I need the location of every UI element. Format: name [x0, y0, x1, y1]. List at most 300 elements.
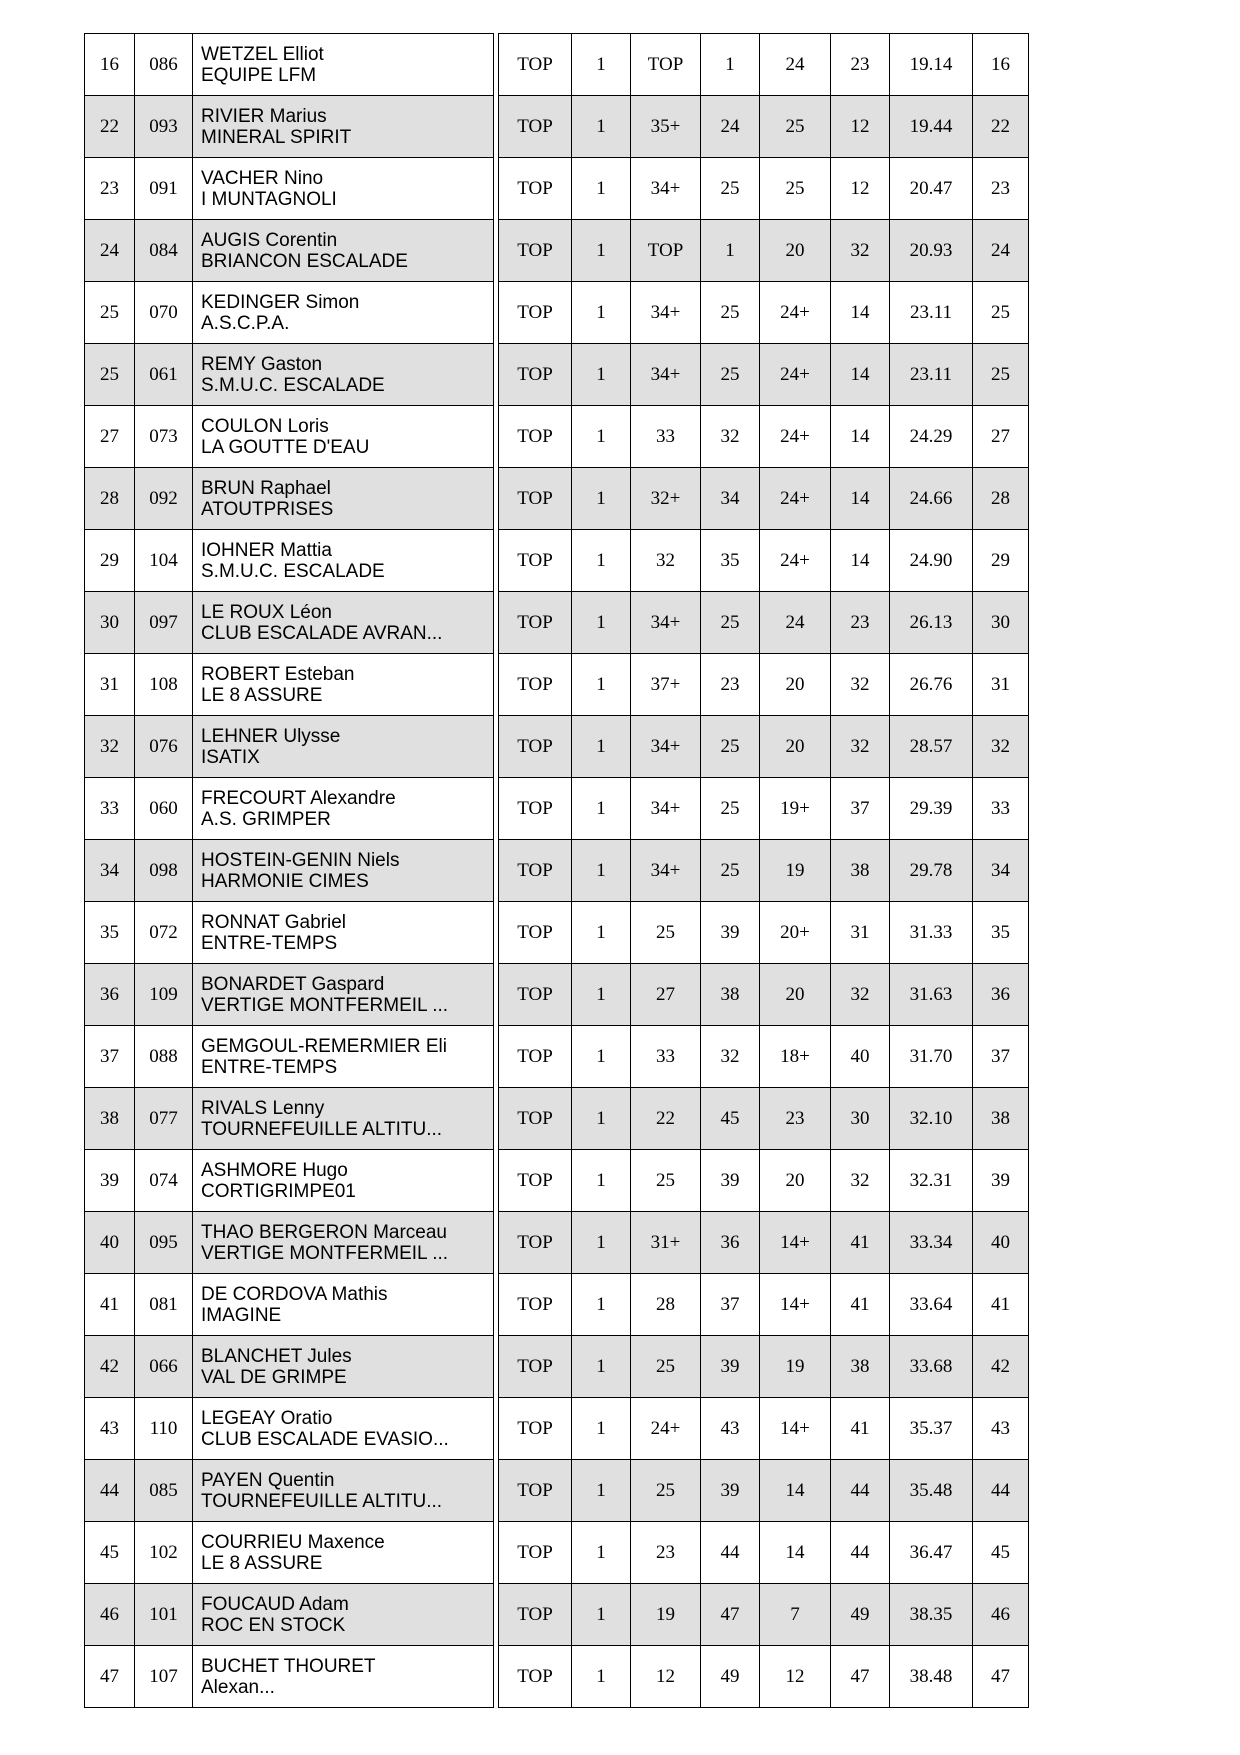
final-rank-cell: 38 [973, 1088, 1029, 1150]
route1-result: TOP [499, 1398, 572, 1460]
route2-result: TOP [631, 34, 701, 96]
club-name: A.S. GRIMPER [201, 808, 331, 830]
club-name: TOURNEFEUILLE ALTITU... [201, 1490, 443, 1512]
route2-result: 28 [631, 1274, 701, 1336]
score-row [499, 1460, 1029, 1522]
route3-rank: 32 [831, 1150, 890, 1212]
score-row [499, 282, 1029, 344]
competitor-cell [193, 778, 494, 840]
bib-cell: 088 [135, 1026, 193, 1088]
route1-rank: 1 [572, 964, 631, 1026]
route3-result: 20 [760, 654, 831, 716]
competitor-row [85, 96, 494, 158]
route2-rank: 25 [701, 778, 760, 840]
bib-cell: 085 [135, 1460, 193, 1522]
bib-cell: 110 [135, 1398, 193, 1460]
route1-result: TOP [499, 1274, 572, 1336]
rank-cell: 23 [85, 158, 135, 220]
bib-cell: 084 [135, 220, 193, 282]
route2-result: 27 [631, 964, 701, 1026]
competitor-row [85, 530, 494, 592]
route1-rank: 1 [572, 902, 631, 964]
score-row [499, 1398, 1029, 1460]
athlete-name: RIVALS Lenny [201, 1097, 325, 1119]
final-rank-cell: 32 [973, 716, 1029, 778]
club-name: LE 8 ASSURE [201, 684, 323, 706]
route1-rank: 1 [572, 1274, 631, 1336]
points-cell: 20.93 [890, 220, 973, 282]
route3-result: 7 [760, 1584, 831, 1646]
route2-result: 37+ [631, 654, 701, 716]
bib-cell: 091 [135, 158, 193, 220]
route3-result: 18+ [760, 1026, 831, 1088]
athlete-name: AUGIS Corentin [201, 229, 338, 251]
route1-rank: 1 [572, 1398, 631, 1460]
competitor-row [85, 1150, 494, 1212]
athlete-name: IOHNER Mattia [201, 539, 332, 561]
rank-cell: 22 [85, 96, 135, 158]
competitor-cell [193, 220, 494, 282]
score-row [499, 1026, 1029, 1088]
points-cell: 31.63 [890, 964, 973, 1026]
rank-cell: 41 [85, 1274, 135, 1336]
route3-result: 20 [760, 716, 831, 778]
route1-rank: 1 [572, 1522, 631, 1584]
route2-rank: 39 [701, 902, 760, 964]
route2-result: 32+ [631, 468, 701, 530]
route1-rank: 1 [572, 654, 631, 716]
score-row [499, 96, 1029, 158]
competitor-cell [193, 344, 494, 406]
competitor-cell [193, 902, 494, 964]
route3-result: 14+ [760, 1398, 831, 1460]
score-row [499, 468, 1029, 530]
rank-cell: 28 [85, 468, 135, 530]
athlete-name: BONARDET Gaspard [201, 973, 385, 995]
route3-rank: 41 [831, 1212, 890, 1274]
route2-rank: 45 [701, 1088, 760, 1150]
club-name: LA GOUTTE D'EAU [201, 436, 370, 458]
competitor-row [85, 1584, 494, 1646]
points-cell: 32.31 [890, 1150, 973, 1212]
route3-rank: 14 [831, 344, 890, 406]
route2-rank: 25 [701, 716, 760, 778]
route2-result: 19 [631, 1584, 701, 1646]
athlete-name: THAO BERGERON Marceau [201, 1221, 447, 1243]
route1-result: TOP [499, 96, 572, 158]
final-rank-cell: 39 [973, 1150, 1029, 1212]
bib-cell: 101 [135, 1584, 193, 1646]
competitor-row [85, 1212, 494, 1274]
athlete-name: FOUCAUD Adam [201, 1593, 349, 1615]
rank-cell: 27 [85, 406, 135, 468]
final-rank-cell: 24 [973, 220, 1029, 282]
route1-rank: 1 [572, 716, 631, 778]
route3-rank: 23 [831, 34, 890, 96]
route2-rank: 47 [701, 1584, 760, 1646]
final-rank-cell: 35 [973, 902, 1029, 964]
competitor-cell [193, 964, 494, 1026]
route1-rank: 1 [572, 840, 631, 902]
route2-result: 35+ [631, 96, 701, 158]
route3-rank: 31 [831, 902, 890, 964]
route2-result: 25 [631, 1336, 701, 1398]
route1-rank: 1 [572, 1336, 631, 1398]
competitor-row [85, 1088, 494, 1150]
route2-rank: 35 [701, 530, 760, 592]
route3-result: 24+ [760, 282, 831, 344]
bib-cell: 072 [135, 902, 193, 964]
competitor-cell [193, 716, 494, 778]
route3-rank: 44 [831, 1522, 890, 1584]
route1-rank: 1 [572, 96, 631, 158]
bib-cell: 074 [135, 1150, 193, 1212]
athlete-name: BLANCHET Jules [201, 1345, 352, 1367]
route2-result: 33 [631, 406, 701, 468]
route1-rank: 1 [572, 282, 631, 344]
route3-result: 24 [760, 34, 831, 96]
club-name: ENTRE-TEMPS [201, 1056, 338, 1078]
rank-cell: 31 [85, 654, 135, 716]
competitor-row [85, 654, 494, 716]
competitor-cell [193, 282, 494, 344]
points-cell: 19.14 [890, 34, 973, 96]
route3-result: 20 [760, 1150, 831, 1212]
final-rank-cell: 41 [973, 1274, 1029, 1336]
bib-cell: 097 [135, 592, 193, 654]
route2-rank: 32 [701, 406, 760, 468]
club-name: ISATIX [201, 746, 260, 768]
score-row [499, 158, 1029, 220]
competitor-cell [193, 34, 494, 96]
competitor-cell [193, 1026, 494, 1088]
points-cell: 24.66 [890, 468, 973, 530]
club-name: BRIANCON ESCALADE [201, 250, 408, 272]
route1-rank: 1 [572, 1026, 631, 1088]
route3-result: 25 [760, 96, 831, 158]
bib-cell: 061 [135, 344, 193, 406]
rank-cell: 16 [85, 34, 135, 96]
route2-result: 32 [631, 530, 701, 592]
route1-result: TOP [499, 34, 572, 96]
route1-result: TOP [499, 1336, 572, 1398]
score-row [499, 840, 1029, 902]
route1-rank: 1 [572, 468, 631, 530]
final-rank-cell: 40 [973, 1212, 1029, 1274]
route2-result: 25 [631, 1460, 701, 1522]
competitor-cell [193, 1646, 494, 1708]
competitor-row [85, 1336, 494, 1398]
competitor-cell [193, 1522, 494, 1584]
score-row [499, 406, 1029, 468]
route3-rank: 30 [831, 1088, 890, 1150]
points-cell: 33.34 [890, 1212, 973, 1274]
route2-result: TOP [631, 220, 701, 282]
route2-result: 12 [631, 1646, 701, 1708]
route2-result: 31+ [631, 1212, 701, 1274]
competitor-cell [193, 1150, 494, 1212]
points-cell: 35.37 [890, 1398, 973, 1460]
route2-result: 34+ [631, 282, 701, 344]
competitor-row [85, 1646, 494, 1708]
athlete-name: KEDINGER Simon [201, 291, 360, 313]
score-row [499, 902, 1029, 964]
route3-rank: 14 [831, 530, 890, 592]
points-cell: 32.10 [890, 1088, 973, 1150]
route1-result: TOP [499, 1026, 572, 1088]
route3-rank: 32 [831, 654, 890, 716]
route1-rank: 1 [572, 1212, 631, 1274]
rank-cell: 25 [85, 344, 135, 406]
bib-cell: 081 [135, 1274, 193, 1336]
final-rank-cell: 22 [973, 96, 1029, 158]
club-name: ENTRE-TEMPS [201, 932, 338, 954]
competitor-row [85, 34, 494, 96]
route1-rank: 1 [572, 1460, 631, 1522]
route3-rank: 38 [831, 1336, 890, 1398]
route1-rank: 1 [572, 778, 631, 840]
score-row [499, 34, 1029, 96]
route1-rank: 1 [572, 592, 631, 654]
route3-result: 24+ [760, 530, 831, 592]
route2-rank: 25 [701, 840, 760, 902]
rank-cell: 38 [85, 1088, 135, 1150]
bib-cell: 102 [135, 1522, 193, 1584]
bib-cell: 104 [135, 530, 193, 592]
route3-result: 14 [760, 1522, 831, 1584]
competitor-cell [193, 592, 494, 654]
route3-rank: 12 [831, 158, 890, 220]
rank-cell: 46 [85, 1584, 135, 1646]
final-rank-cell: 43 [973, 1398, 1029, 1460]
competitor-cell [193, 1460, 494, 1522]
route3-result: 20+ [760, 902, 831, 964]
route1-result: TOP [499, 282, 572, 344]
athlete-name: PAYEN Quentin [201, 1469, 335, 1491]
club-name: TOURNEFEUILLE ALTITU... [201, 1118, 443, 1140]
route2-result: 22 [631, 1088, 701, 1150]
score-row [499, 1150, 1029, 1212]
route3-result: 19+ [760, 778, 831, 840]
competitor-row [85, 778, 494, 840]
competitor-cell [193, 468, 494, 530]
points-cell: 29.39 [890, 778, 973, 840]
competitor-cell [193, 1336, 494, 1398]
route2-result: 25 [631, 1150, 701, 1212]
score-row [499, 654, 1029, 716]
final-rank-cell: 27 [973, 406, 1029, 468]
club-name: VERTIGE MONTFERMEIL ... [201, 1242, 449, 1264]
route2-rank: 37 [701, 1274, 760, 1336]
score-row [499, 1274, 1029, 1336]
club-name: S.M.U.C. ESCALADE [201, 374, 385, 396]
final-rank-cell: 16 [973, 34, 1029, 96]
route2-rank: 25 [701, 158, 760, 220]
competitor-row [85, 1460, 494, 1522]
route1-result: TOP [499, 344, 572, 406]
score-row [499, 592, 1029, 654]
points-cell: 23.11 [890, 282, 973, 344]
route1-rank: 1 [572, 220, 631, 282]
route2-rank: 44 [701, 1522, 760, 1584]
competitor-row [85, 406, 494, 468]
final-rank-cell: 36 [973, 964, 1029, 1026]
bib-cell: 109 [135, 964, 193, 1026]
route2-rank: 39 [701, 1336, 760, 1398]
competitor-row [85, 1522, 494, 1584]
route2-rank: 38 [701, 964, 760, 1026]
club-name: ROC EN STOCK [201, 1614, 346, 1636]
final-rank-cell: 33 [973, 778, 1029, 840]
route3-rank: 41 [831, 1398, 890, 1460]
route1-rank: 1 [572, 34, 631, 96]
points-cell: 24.90 [890, 530, 973, 592]
competitor-cell [193, 654, 494, 716]
route2-result: 34+ [631, 778, 701, 840]
club-name: IMAGINE [201, 1304, 282, 1326]
rank-cell: 34 [85, 840, 135, 902]
competitor-row [85, 840, 494, 902]
route1-result: TOP [499, 158, 572, 220]
route2-result: 34+ [631, 716, 701, 778]
route1-rank: 1 [572, 1584, 631, 1646]
points-cell: 38.35 [890, 1584, 973, 1646]
athlete-name: LEGEAY Oratio [201, 1407, 333, 1429]
athlete-name: RIVIER Marius [201, 105, 327, 127]
bib-cell: 070 [135, 282, 193, 344]
club-name: I MUNTAGNOLI [201, 188, 337, 210]
route1-rank: 1 [572, 530, 631, 592]
score-row [499, 344, 1029, 406]
route2-rank: 39 [701, 1150, 760, 1212]
bib-cell: 073 [135, 406, 193, 468]
route1-rank: 1 [572, 406, 631, 468]
competitor-cell [193, 1088, 494, 1150]
bib-cell: 107 [135, 1646, 193, 1708]
score-row [499, 964, 1029, 1026]
route3-rank: 14 [831, 406, 890, 468]
score-row [499, 778, 1029, 840]
final-rank-cell: 23 [973, 158, 1029, 220]
final-rank-cell: 29 [973, 530, 1029, 592]
athlete-name: DE CORDOVA Mathis [201, 1283, 388, 1305]
route3-result: 14+ [760, 1274, 831, 1336]
route1-result: TOP [499, 716, 572, 778]
rank-cell: 39 [85, 1150, 135, 1212]
competitor-cell [193, 1212, 494, 1274]
final-rank-cell: 30 [973, 592, 1029, 654]
rank-cell: 44 [85, 1460, 135, 1522]
route1-result: TOP [499, 1088, 572, 1150]
route2-rank: 39 [701, 1460, 760, 1522]
club-name: MINERAL SPIRIT [201, 126, 352, 148]
route3-result: 19 [760, 1336, 831, 1398]
final-rank-cell: 47 [973, 1646, 1029, 1708]
route1-result: TOP [499, 1584, 572, 1646]
rank-cell: 47 [85, 1646, 135, 1708]
route2-rank: 34 [701, 468, 760, 530]
rank-cell: 24 [85, 220, 135, 282]
athlete-name: COULON Loris [201, 415, 329, 437]
competitor-cell [193, 96, 494, 158]
competitor-cell [193, 406, 494, 468]
route1-result: TOP [499, 964, 572, 1026]
competitor-row [85, 592, 494, 654]
route3-rank: 49 [831, 1584, 890, 1646]
athlete-name: REMY Gaston [201, 353, 323, 375]
score-row [499, 716, 1029, 778]
points-cell: 28.57 [890, 716, 973, 778]
route3-result: 14 [760, 1460, 831, 1522]
rank-cell: 43 [85, 1398, 135, 1460]
points-cell: 31.33 [890, 902, 973, 964]
final-rank-cell: 45 [973, 1522, 1029, 1584]
route2-result: 23 [631, 1522, 701, 1584]
route1-result: TOP [499, 1150, 572, 1212]
route3-rank: 32 [831, 964, 890, 1026]
competitor-row [85, 468, 494, 530]
score-row [499, 1584, 1029, 1646]
route1-result: TOP [499, 468, 572, 530]
club-name: A.S.C.P.A. [201, 312, 290, 334]
score-row [499, 1212, 1029, 1274]
route2-result: 25 [631, 902, 701, 964]
club-name: S.M.U.C. ESCALADE [201, 560, 385, 582]
rank-cell: 33 [85, 778, 135, 840]
competitor-row [85, 1026, 494, 1088]
route1-result: TOP [499, 840, 572, 902]
route3-result: 20 [760, 220, 831, 282]
route3-rank: 47 [831, 1646, 890, 1708]
route1-rank: 1 [572, 344, 631, 406]
score-row [499, 220, 1029, 282]
club-name: VAL DE GRIMPE [201, 1366, 347, 1388]
route2-result: 34+ [631, 344, 701, 406]
bib-cell: 066 [135, 1336, 193, 1398]
competitor-row [85, 964, 494, 1026]
route3-result: 24 [760, 592, 831, 654]
club-name: Alexan... [201, 1676, 275, 1698]
route1-rank: 1 [572, 158, 631, 220]
rank-cell: 42 [85, 1336, 135, 1398]
route2-result: 34+ [631, 840, 701, 902]
athlete-name: HOSTEIN-GENIN Niels [201, 849, 400, 871]
route1-result: TOP [499, 1522, 572, 1584]
route2-rank: 36 [701, 1212, 760, 1274]
points-cell: 26.76 [890, 654, 973, 716]
final-rank-cell: 31 [973, 654, 1029, 716]
route1-result: TOP [499, 654, 572, 716]
competitor-row [85, 716, 494, 778]
route2-result: 34+ [631, 158, 701, 220]
route2-rank: 1 [701, 34, 760, 96]
final-rank-cell: 28 [973, 468, 1029, 530]
route2-result: 24+ [631, 1398, 701, 1460]
score-row [499, 530, 1029, 592]
competitor-row [85, 282, 494, 344]
club-name: HARMONIE CIMES [201, 870, 369, 892]
route3-rank: 12 [831, 96, 890, 158]
competitor-row [85, 344, 494, 406]
competitor-row [85, 1274, 494, 1336]
route3-result: 14+ [760, 1212, 831, 1274]
score-row [499, 1336, 1029, 1398]
final-rank-cell: 25 [973, 344, 1029, 406]
final-rank-cell: 34 [973, 840, 1029, 902]
route1-result: TOP [499, 778, 572, 840]
rank-cell: 40 [85, 1212, 135, 1274]
route2-rank: 32 [701, 1026, 760, 1088]
